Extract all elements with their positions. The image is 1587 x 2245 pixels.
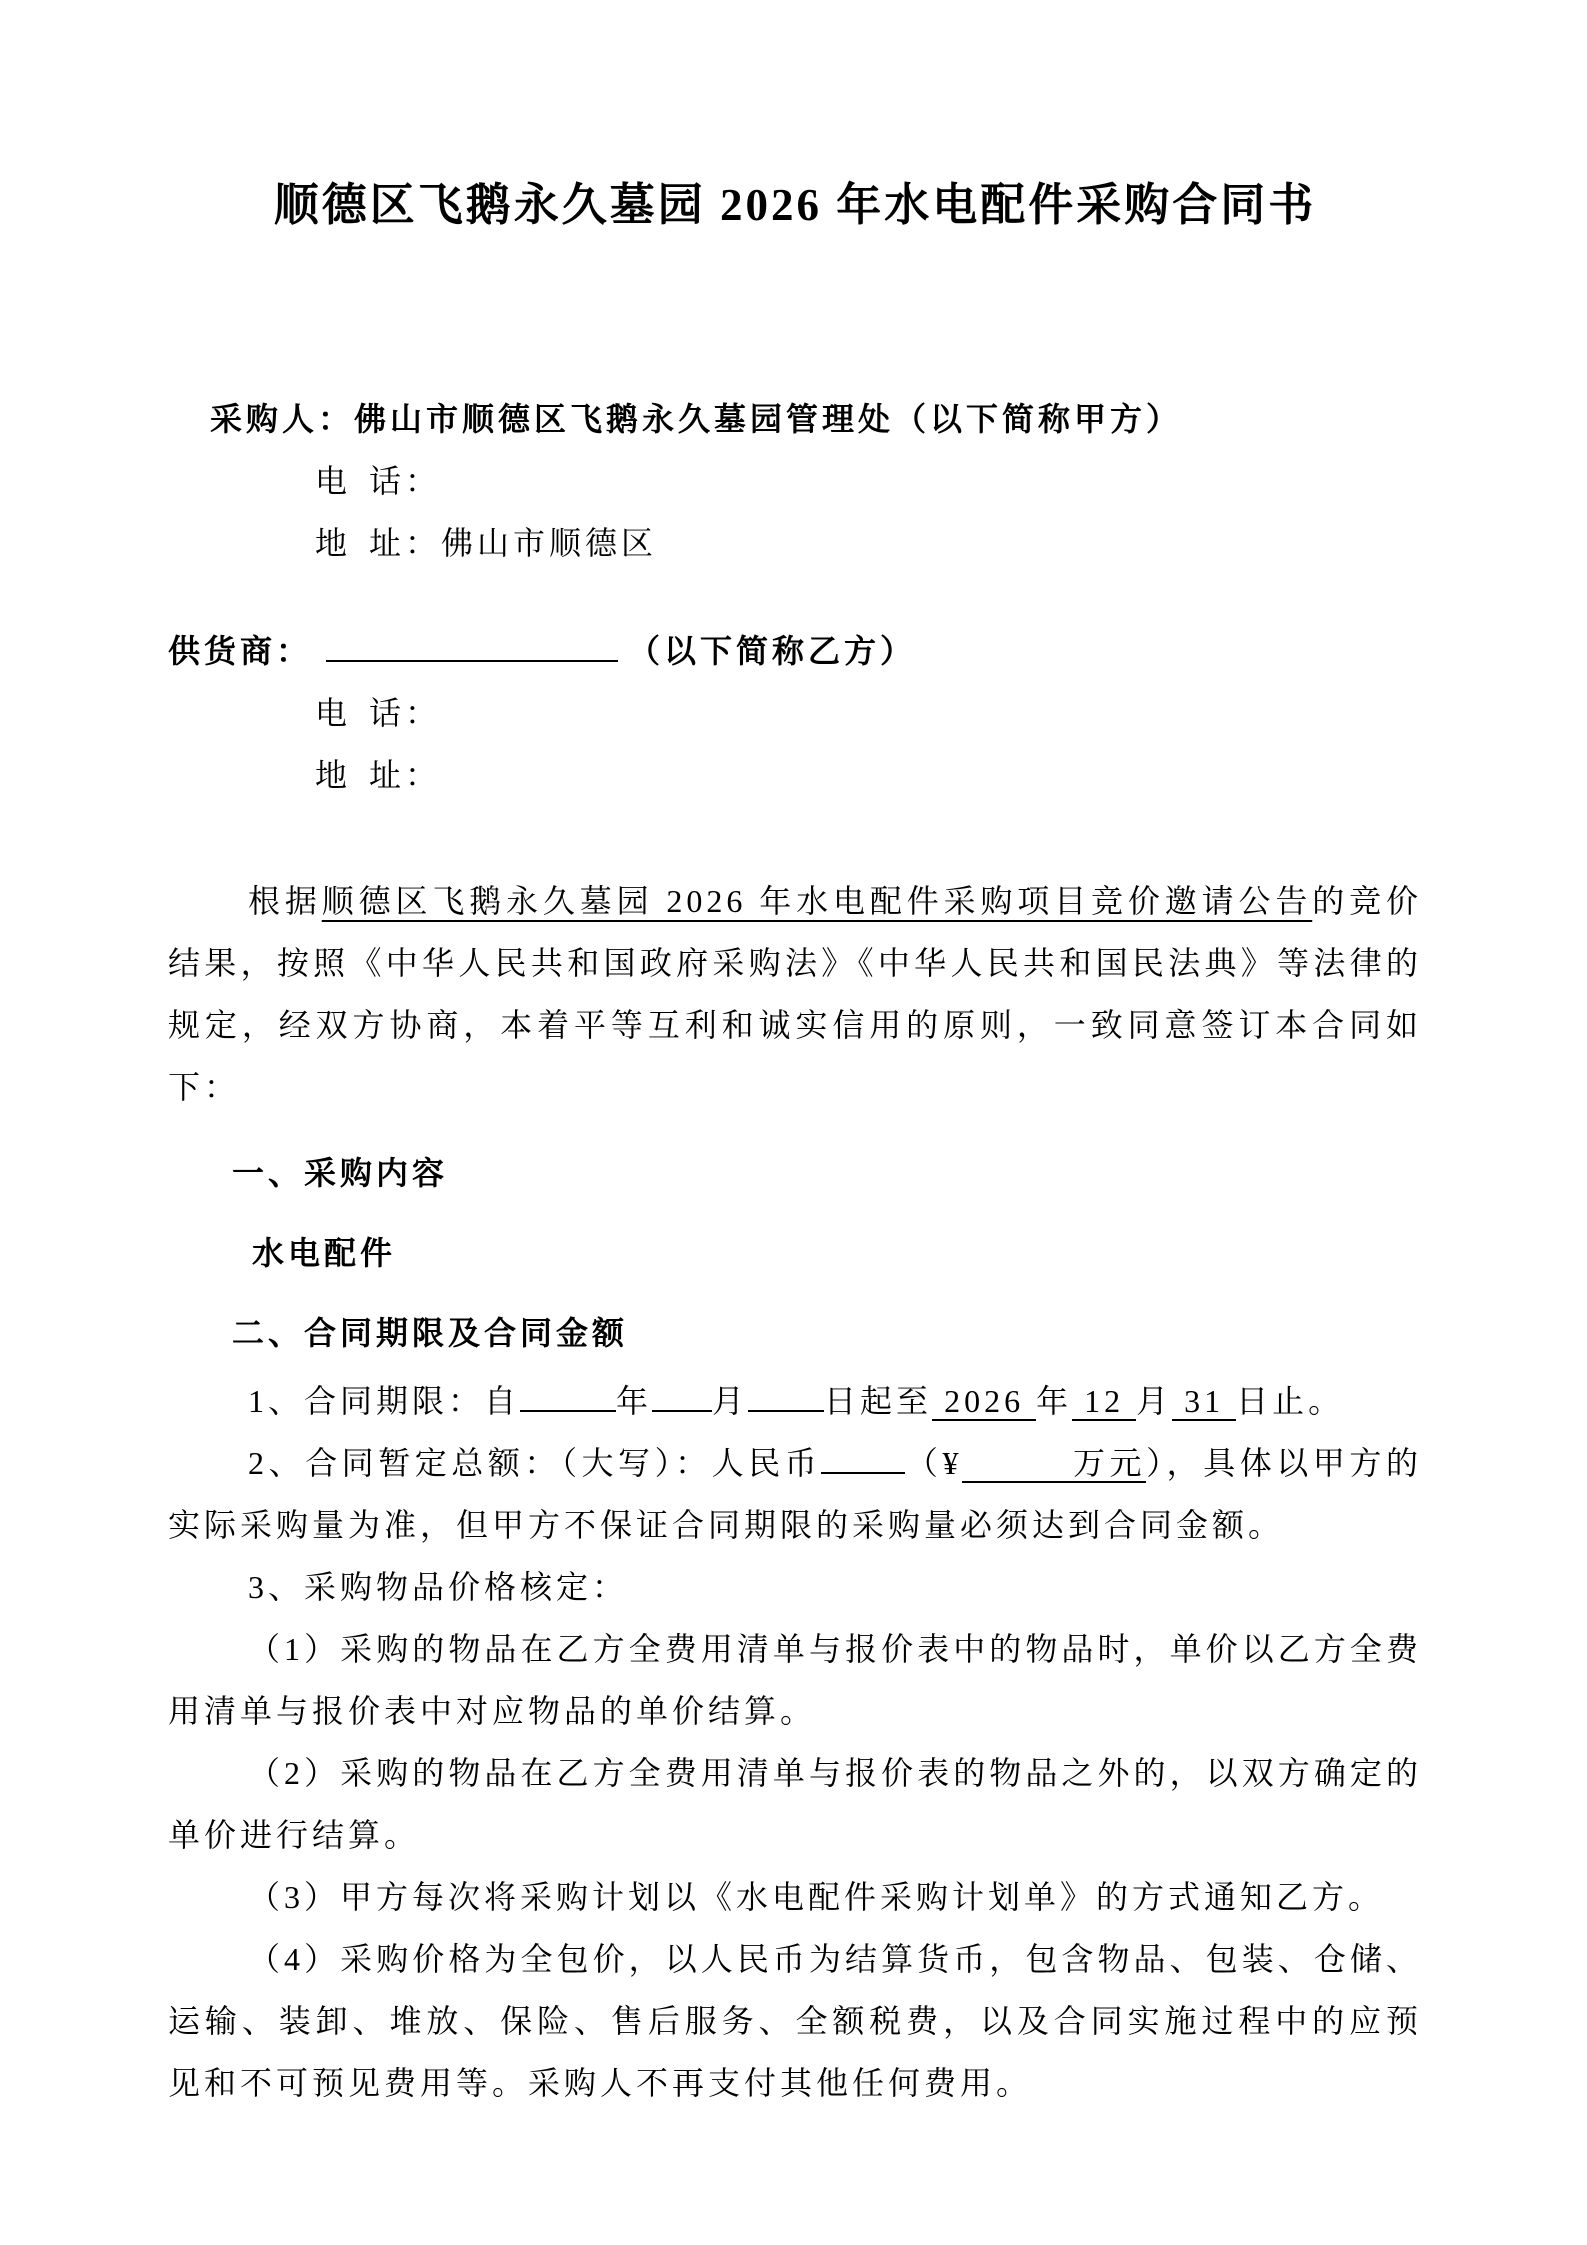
- section1-content: 水电配件: [252, 1235, 397, 1271]
- supplier-address-line: [168, 744, 1422, 806]
- document-title: 顺德区飞鹅永久墓园 2026 年水电配件采购合同书: [273, 180, 1317, 230]
- amount-figure-blank: 万元: [962, 1445, 1146, 1483]
- pricing-item-3: （3）甲方每次将采购计划以《水电配件采购计划单》的方式通知乙方。: [248, 1879, 1385, 1915]
- phone-label: 电 话：: [315, 463, 441, 499]
- supplier-label: 供货商：: [168, 633, 313, 669]
- term-start-day-blank: [748, 1378, 824, 1412]
- buyer-name: 佛山市顺德区飞鹅永久墓园管理处（以下简称甲方）: [354, 401, 1183, 437]
- term-end-month-value: 12: [1072, 1383, 1136, 1421]
- preamble-lead: 根据: [248, 883, 322, 919]
- clause-contract-amount: 2、合同暂定总额：（大写）：人民币 （¥ 万元），具体以甲方的实际采购量为准，但甲方不保证合同期限的采购量必须达到合同金额。: [168, 1432, 1422, 1556]
- amount-words-blank: [821, 1440, 905, 1474]
- term-start-year-blank: [520, 1378, 616, 1412]
- supplier-suffix: （以下简称乙方）: [628, 633, 917, 669]
- preamble-underlined-reference: 顺德区飞鹅永久墓园 2026 年水电配件采购项目竞价邀请公告: [321, 883, 1313, 919]
- supplier-line: [168, 620, 1422, 682]
- address-label: 地 址：: [315, 757, 441, 793]
- pricing-item-2: （2）采购的物品在乙方全费用清单与报价表的物品之外的，以双方确定的单价进行结算。: [168, 1755, 1422, 1853]
- buyer-label: 采购人：: [210, 401, 355, 437]
- buyer-block: [168, 388, 1422, 574]
- term-end-day-value: 31: [1172, 1383, 1236, 1421]
- phone-label: 电 话：: [315, 695, 441, 731]
- supplier-phone-line: [168, 682, 1422, 744]
- buyer-phone-line: [168, 450, 1422, 512]
- supplier-name-blank: [326, 628, 618, 662]
- term-end-year-value: 2026: [932, 1383, 1036, 1421]
- section1-heading: 一、采购内容: [232, 1155, 449, 1191]
- section2-heading: 二、合同期限及合同金额: [232, 1315, 629, 1351]
- clause-pricing-heading: 3、采购物品价格核定：: [248, 1569, 629, 1605]
- term-start-month-blank: [652, 1378, 712, 1412]
- pricing-item-1: （1）采购的物品在乙方全费用清单与报价表中的物品时，单价以乙方全费用清单与报价表中对应物品的单价结算。: [168, 1631, 1422, 1729]
- buyer-address-line: [168, 512, 1422, 574]
- address-label: 地 址：: [315, 525, 441, 561]
- buyer-address-value: 佛山市顺德区: [441, 525, 658, 561]
- preamble-rest: 的竞价结果，按照《中华人民共和国政府采购法》《中华人民共和国民法典》等法律的规定，经双方协商，本着平等互利和诚实信用的原则，一致同意签订本合同如下：: [168, 883, 1422, 1105]
- pricing-item-4: （4）采购价格为全包价，以人民币为结算货币，包含物品、包装、仓储、运输、装卸、堆放、保险、售后服务、全额税费，以及合同实施过程中的应预见和不可预见费用等。采购人不再支付其他任何费用。: [168, 1941, 1422, 2101]
- buyer-line: [168, 388, 1422, 450]
- clause-contract-term: 1、合同期限：自 年 月 日起至 2026 年 12 月 31 日止。: [168, 1370, 1422, 1432]
- preamble-paragraph: [168, 870, 1422, 1118]
- supplier-block: [168, 620, 1422, 806]
